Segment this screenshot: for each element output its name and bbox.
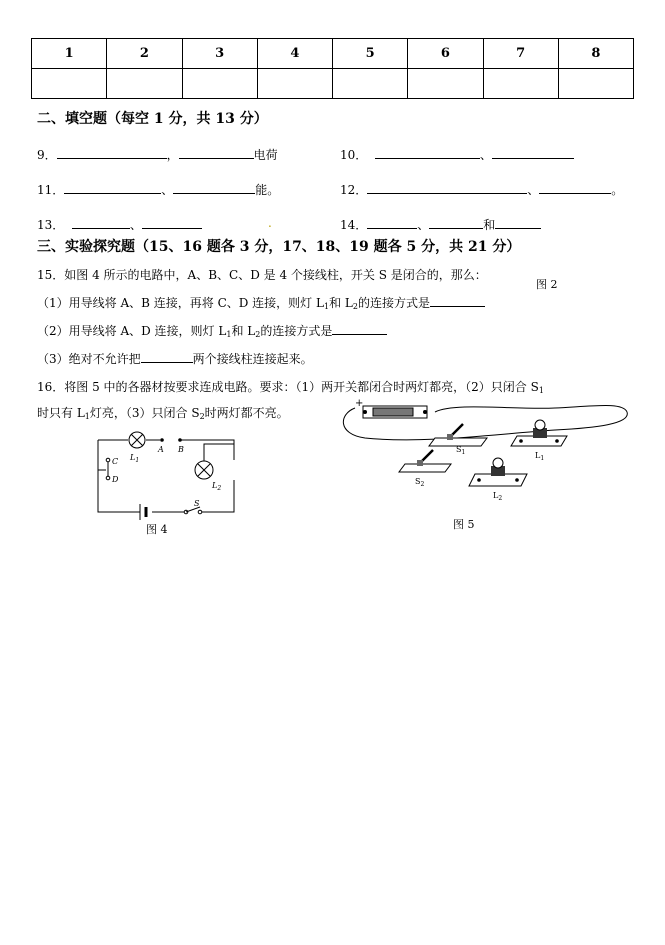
answer-table-header-cell: 5	[333, 39, 408, 69]
fig5-lamp-l2-bulb-icon	[493, 458, 503, 468]
fig5-switch-s1-pivot	[447, 434, 453, 440]
fig4-terminal-d	[106, 476, 110, 480]
q9-tail: 电荷	[253, 148, 278, 162]
answer-cell[interactable]	[182, 69, 257, 99]
q9-number: 9．	[37, 148, 57, 162]
q10-number: 10．	[340, 148, 368, 162]
fig5-battery-terminal-left	[363, 410, 367, 414]
q13-sep: 、	[129, 218, 142, 232]
q16-line2-sub2: 2	[199, 412, 205, 421]
fig4-label-b: B	[178, 445, 184, 454]
answer-table-header-row	[32, 39, 634, 69]
q10-blank-1[interactable]	[375, 146, 480, 159]
q15-p3-text-b: 两个接线柱连接起来。	[192, 352, 313, 366]
q15-p1-text-b: 和 L	[329, 296, 353, 310]
q14-blank-3[interactable]	[495, 216, 541, 229]
question-14	[340, 216, 541, 233]
q15-p1-blank[interactable]	[430, 294, 485, 307]
fig5-lamp-l1-terminal-2	[555, 439, 559, 443]
figure5-apparatus	[335, 394, 635, 510]
fig4-label-d: D	[112, 475, 119, 484]
fig5-switch-s2-pivot	[417, 460, 423, 466]
q16-line1	[37, 378, 544, 395]
answer-table-header-cell: 8	[558, 39, 633, 69]
fig4-wire-top-right	[180, 440, 234, 460]
figure4-caption: 图 4	[146, 523, 168, 536]
q9-sep: ，	[166, 148, 179, 162]
q16-line2-text-a: 时只有 L	[37, 406, 85, 420]
fig5-lamp-l1-terminal-1	[519, 439, 523, 443]
fig5-label-l1: $L_1$	[535, 451, 545, 462]
fig4-lamp-l2-cross	[198, 464, 210, 476]
fig4-label-l2: $L_2$	[212, 481, 222, 492]
q15-p2-blank[interactable]	[332, 322, 387, 335]
q13-blank-1[interactable]	[72, 216, 130, 229]
answer-table-header-cell: 2	[107, 39, 182, 69]
fig4-terminal-c	[106, 458, 110, 462]
q15-p1-sub1: 1	[323, 302, 330, 311]
q14-blank-2[interactable]	[429, 216, 483, 229]
question-9	[37, 146, 278, 163]
fig5-lamp-l2-terminal-2	[515, 478, 519, 482]
q14-and: 和	[483, 218, 496, 232]
answer-table-header-cell: 6	[408, 39, 483, 69]
q13-dot: .	[268, 216, 272, 230]
fig4-switch-contact	[198, 510, 202, 514]
fig5-label-l2: $L_2$	[493, 491, 503, 502]
fig5-label-s1: $S_1$	[456, 445, 466, 456]
question-12	[340, 181, 623, 198]
fig5-label-s2: $S_2$	[415, 477, 425, 488]
q15-p2-text-b: 和 L	[231, 324, 256, 338]
q12-number: 12．	[340, 183, 368, 197]
answer-cell[interactable]	[558, 69, 633, 99]
q10-sep: 、	[479, 148, 492, 162]
answer-table-header-cell: 3	[182, 39, 257, 69]
fig4-label-c: C	[112, 457, 119, 466]
q15-p1-text-c: 的连接方式是	[357, 296, 430, 310]
fig4-label-a: A	[158, 445, 164, 454]
fig5-battery-terminal-right	[423, 410, 427, 414]
answer-table-answer-row	[32, 69, 634, 99]
answer-table	[31, 38, 634, 99]
q12-sep: 、	[527, 183, 540, 197]
q14-blank-1[interactable]	[367, 216, 417, 229]
q15-p2-sub2: 2	[255, 330, 261, 339]
q16-line1-text: 16．将图 5 中的各器材按要求连成电路。要求：（1）两开关都闭合时两灯都亮，（2）只闭合 S	[37, 380, 539, 394]
q15-p2-text-a: （2）用导线将 A、D 连接，则灯 L	[37, 324, 227, 338]
q15-p3-text-a: （3）绝对不允许把	[37, 352, 141, 366]
answer-cell[interactable]	[32, 69, 107, 99]
q16-line2-sub1: 1	[84, 412, 90, 421]
q15-part1	[37, 294, 485, 311]
q13-blank-2[interactable]	[142, 216, 202, 229]
q9-blank-2[interactable]	[179, 146, 254, 159]
q15-p1-sub2: 2	[352, 302, 358, 311]
answer-cell[interactable]	[107, 69, 182, 99]
q12-blank-1[interactable]	[367, 181, 527, 194]
fig5-switch-s2-base	[399, 464, 451, 472]
q11-tail: 能。	[255, 183, 280, 197]
answer-table-header-cell: 1	[32, 39, 107, 69]
question-10	[340, 146, 574, 163]
question-11	[37, 181, 279, 198]
q14-number: 14．	[340, 218, 368, 232]
q10-blank-2[interactable]	[492, 146, 574, 159]
answer-cell[interactable]	[333, 69, 408, 99]
q15-p2-sub1: 1	[226, 330, 232, 339]
figure2-tag: 图 2	[536, 278, 558, 291]
q16-line2	[37, 404, 289, 421]
fig4-wire-left	[98, 440, 140, 512]
figure4-circuit	[90, 430, 250, 520]
q13-number: 13．	[37, 218, 65, 232]
answer-table-header-cell: 7	[483, 39, 558, 69]
q15-part3	[37, 350, 313, 367]
figure5-caption: 图 5	[453, 518, 475, 531]
q15-stem: 15．如图 4 所示的电路中，A、B、C、D 是 4 个接线柱，开关 S 是闭合的，那么：	[37, 268, 487, 282]
fig4-lamp-l1-cross	[131, 434, 143, 446]
q15-p3-blank[interactable]	[141, 350, 193, 363]
q16-line1-sub: 1	[538, 386, 544, 395]
fig5-battery-cell	[373, 408, 413, 416]
fig4-label-l1: $L_1$	[130, 453, 140, 464]
answer-table-header-cell: 4	[257, 39, 332, 69]
q14-sep: 、	[417, 218, 430, 232]
section3-heading: 三、实验探究题（15、16 题各 3 分，17、18、19 题各 5 分，共 21 分）	[37, 239, 521, 255]
answer-cell[interactable]	[257, 69, 332, 99]
q11-number: 11．	[37, 183, 65, 197]
section2-heading: 二、填空题（每空 1 分，共 13 分）	[37, 111, 268, 127]
fig5-lamp-l2-terminal-1	[477, 478, 481, 482]
q15-p2-text-c: 的连接方式是	[260, 324, 333, 338]
fig5-plus-sign: +	[355, 398, 364, 409]
q11-sep: 、	[161, 183, 174, 197]
q16-line2-text-c: 时两灯都不亮。	[204, 406, 289, 420]
fig4-wire-l2	[204, 444, 234, 461]
q16-line2-text-b: 灯亮，（3）只闭合 S	[89, 406, 200, 420]
q9-blank-1[interactable]	[57, 146, 167, 159]
q12-tail: 。	[611, 183, 624, 197]
q12-blank-2[interactable]	[539, 181, 611, 194]
question-13	[37, 216, 202, 233]
q11-blank-2[interactable]	[173, 181, 255, 194]
fig5-lamp-l1-bulb-icon	[535, 420, 545, 430]
fig4-terminal-a	[160, 438, 164, 442]
fig4-label-s: S	[194, 499, 200, 508]
q15-part2	[37, 322, 387, 339]
answer-cell[interactable]	[483, 69, 558, 99]
q11-blank-1[interactable]	[64, 181, 161, 194]
q15-p1-text-a: （1）用导线将 A、B 连接，再将 C、D 连接，则灯 L	[37, 296, 324, 310]
answer-cell[interactable]	[408, 69, 483, 99]
fig4-terminal-b	[178, 438, 182, 442]
